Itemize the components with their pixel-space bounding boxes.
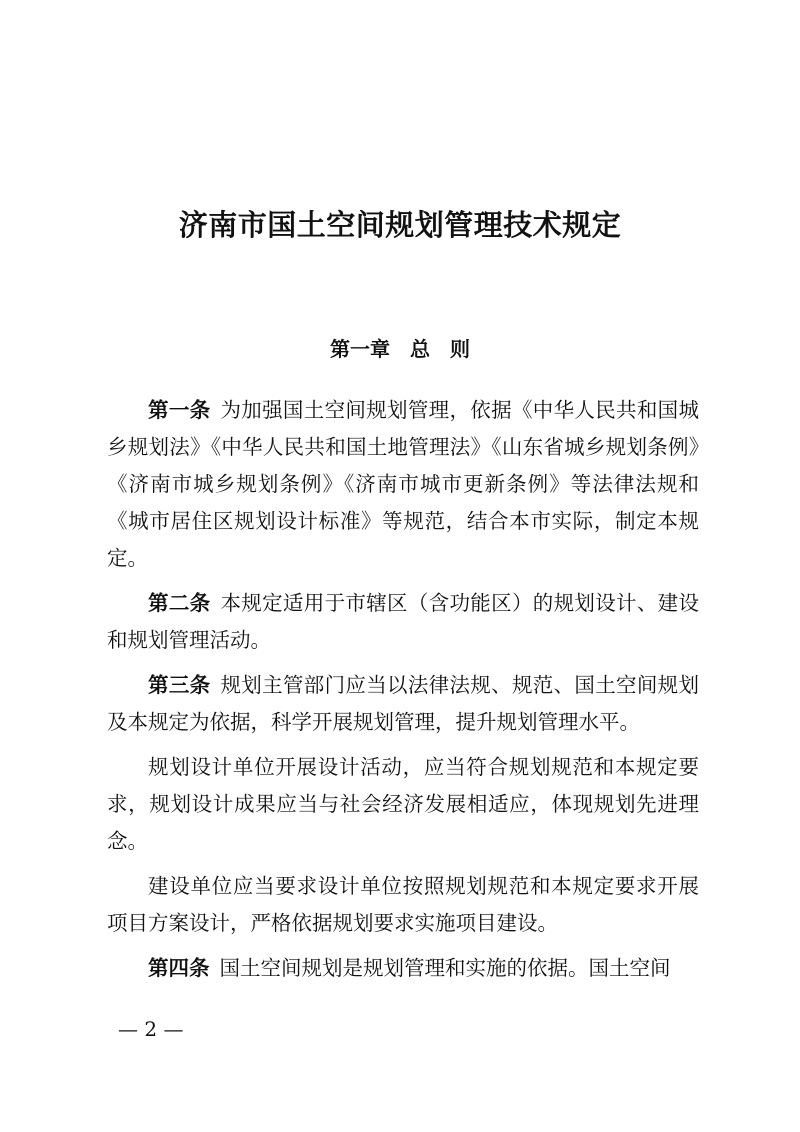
- article-paragraph: [107, 585, 699, 659]
- article-text: 建设单位应当要求设计单位按照规划规范和本规定要求开展项目方案设计，严格依据规划要求实施项目建设。: [107, 874, 699, 935]
- article-paragraph: [107, 667, 699, 741]
- document-title: 济南市国土空间规划管理技术规定: [178, 208, 622, 242]
- article-paragraph: [107, 749, 699, 860]
- article-label: 第三条: [148, 673, 211, 697]
- article-paragraph: [107, 868, 699, 942]
- article-text: 国土空间规划是规划管理和实施的依据。国土空间: [219, 956, 671, 980]
- article-label: 第一条: [148, 398, 211, 422]
- document-body: [107, 392, 699, 995]
- article-text: 规划主管部门应当以法律法规、规范、国土空间规划及本规定为依据，科学开展规划管理，提升规划管理水平。: [107, 673, 700, 734]
- article-text: 本规定适用于市辖区（含功能区）的规划设计、建设和规划管理活动。: [107, 591, 700, 652]
- chapter-title: 第一章 总 则: [330, 337, 470, 361]
- article-paragraph: [107, 950, 699, 987]
- article-text: 规划设计单位开展设计活动，应当符合规划规范和本规定要求，规划设计成果应当与社会经济发展相适应，体现规划先进理念。: [107, 755, 699, 853]
- article-label: 第二条: [148, 591, 211, 615]
- page-number: — 2 —: [118, 1017, 184, 1041]
- article-label: 第四条: [148, 956, 210, 980]
- article-text: 为加强国土空间规划管理，依据《中华人民共和国城乡规划法》《中华人民共和国土地管理法》《山东省城乡规划条例》《济南市城乡规划条例》《济南市城市更新条例》等法律法规和《城市居住区规划设计标准》等规范，结合本市实际，制定本规定。: [107, 398, 700, 570]
- article-paragraph: [107, 392, 699, 577]
